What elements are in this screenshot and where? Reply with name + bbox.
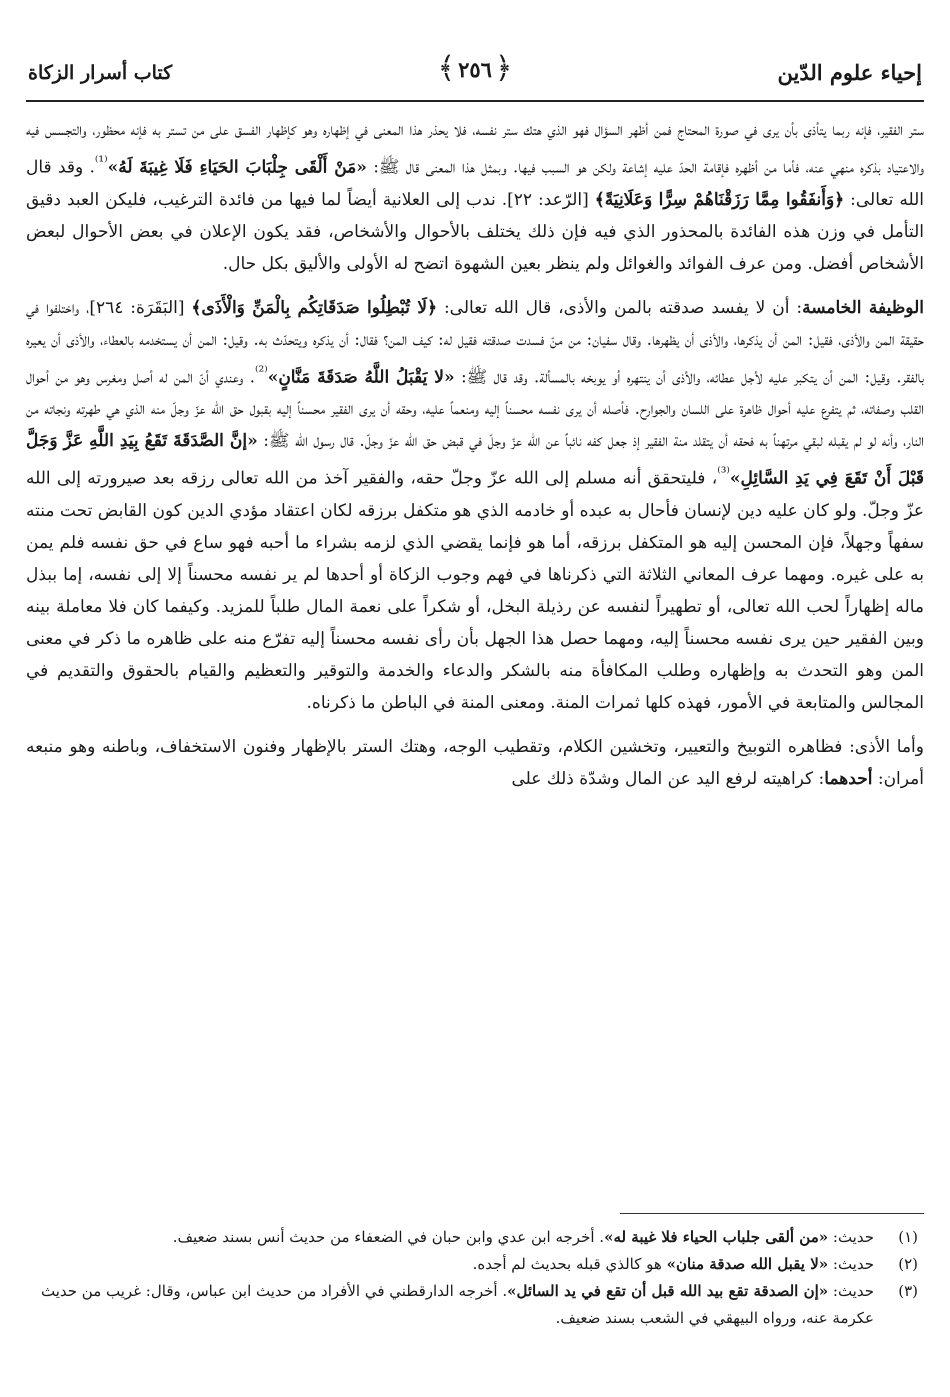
quran-quote: ﴿وَأَنفَقُوا مِمَّا رَزَقْنَاهُمْ سِرًّا وَعَلَانِيَةً﴾	[594, 189, 845, 210]
footnote-text	[26, 1278, 874, 1332]
page-header	[26, 51, 924, 102]
ornament-brace-left: ﴾	[437, 51, 456, 86]
footnote-quote: «من ألقى جلباب الحياء فلا غيبة له»	[604, 1228, 829, 1246]
hadith-quote: «لا يَقْبَلُ اللَّهُ صَدَقَةَ مَنَّانٍ»	[267, 367, 455, 388]
footnote-quote: «إن الصدقة تقع بيد الله قبل أن تقع في يد السائل»	[507, 1282, 829, 1300]
text-span: ستر الفقير، فإنه ربما يتأذى بأن يرى في صورة المحتاج فمن أظهر السؤال فهو الذي هتك ستر نفسه، فلا يحذر هذا المعنى في إظهاره وهو كإظهار الفسق على من تستر به فإنه محظور، والتجسس فيه والاعتياد بذكره منهي عنه، فأما من أظهره فإقامة الحدّ عليه إشاعة ولكن هو السبب فيها. وبمثل هذا المعنى قال ﷺ:	[26, 120, 925, 178]
footnote-text	[26, 1224, 874, 1251]
section-lead: أحدهما	[824, 768, 873, 789]
footnote-ref: ⁽²⁾	[255, 363, 268, 380]
hadith-quote: «إنَّ الصَّدَقَةَ تَقَعُ بِيَدِ اللَّهِ عَزَّ وَجَلَّ قَبْلَ أَنْ تَقَعَ فِي يَدِ السَّائِلِ»	[26, 431, 924, 489]
footnote-label: حديث:	[828, 1255, 874, 1273]
text-span: . وعندي أنّ المن له أصل ومغرس وهو من أحوال القلب وصفاته، ثم يتفرع عليه أحوال ظاهرة على اللسان والجوارح. فأصله أن يرى نفسه محسناً إليه ومنعماً عليه، وحقه أن يرى الفقير محسناً إليه بقبول حق الله عزّ وجلّ منه الذي هي طهرته ونجاته من النار، وأنه لو لم يقبله لبقي مرتهناً به فحقه أن يتقلد منة الفقير إذ جعل كفه نائباً عن الله عزّ وجلّ في قبض حق الله عزّ وجلّ. قال رسول الله ﷺ:	[26, 367, 924, 452]
footnote-label: حديث:	[828, 1282, 874, 1300]
text-span: . وقد قال الله تعالى:	[26, 157, 924, 210]
footnote-number: (٢)	[898, 1255, 918, 1273]
main-text	[26, 114, 924, 807]
text-span: : كراهيته لرفع اليد عن المال وشدّة ذلك على	[511, 768, 825, 789]
paragraph-1	[26, 114, 924, 280]
text-span: ، فليتحقق أنه مسلم إلى الله عزّ وجلّ حقه، والفقير آخذ من الله تعالى رزقه بعد صيرورته إلى الله عزّ وجلّ. ولو كان عليه دين لإنسان فأحال به عبده أو خادمه الذي هو متكفل برزقه لكان اعتقاد مؤدي الدين كون القابض تحت منته سفهاً وجهلاً، فإن المحسن إليه هو المتكفل برزقه، أما هو فإنما يقضي الذي لزمه بشراء ما أحبه فهو ساع في حق نفسه فلم يمن به على غيره. ومهما عرف المعاني الثلاثة التي ذكرناها في فهم وجوب الزكاة أو أحدها لم ير نفسه محسناً إلا إلى نفسه، إما ببذل ماله إظهاراً لحب الله تعالى، أو تطهيراً لنفسه عن رذيلة البخل، أو شكراً على نعمة المال طلباً للمزيد. وكيفما كان فلا معاملة بينه وبين الفقير حين يرى نفسه محسناً إليه، ومهما حصل هذا الجهل بأن رأى نفسه محسناً إليه تفرّع منه على ظاهره ما ذكر في معنى المن وهو التحدث به وإظهاره وطلب المكافأة منه بالشكر والدعاء والخدمة والتوقير والتعظيم والقيام بالحقوق والتقديم في المجالس والمتابعة في الأمور، فهذه كلها ثمرات المنة. ومعنى المنة في الباطن ما ذكرناه.	[26, 468, 924, 713]
paragraph-3	[26, 731, 924, 795]
footnote-text	[26, 1251, 874, 1278]
footnote-rest: هو كالذي قبله بحديث لم أجده.	[472, 1255, 667, 1273]
footnote-ref: ⁽¹⁾	[94, 154, 108, 170]
text-span: وأما الأذى: فظاهره التوبيخ والتعيير، وتخشين الكلام، وتقطيب الوجه، وهتك الستر بالإظهار وفنون الاستخفاف، وباطنه وهو منبعه أمران:	[26, 736, 924, 789]
footnotes	[26, 1224, 924, 1332]
footnote-divider	[620, 1213, 924, 1214]
text-span: [الرّعد: ٢٢]. ندب إلى العلانية أيضاً لما فيها من فائدة الترغيب، فليكن العبد دقيق التأمل في وزن هذه الفائدة بالمحذور الذي فيه فإن ذلك يختلف بالأحوال والأشخاص، فقد يكون الإعلان في بعض الأحوال لبعض الأشخاص أفضل. ومن عرف الفوائد والغوائل ولم ينظر بعين الشهوة اتضح له الأولى والأليق بكل حال.	[26, 189, 924, 274]
page-number: ٢٥٦	[458, 56, 492, 82]
footnote-2	[26, 1251, 924, 1278]
ornament-brace-right: ﴿	[494, 51, 513, 86]
hadith-quote: «مَنْ أَلْقَى جِلْبَابَ الحَيَاءِ فَلَا غِيبَةَ لَهُ»	[107, 157, 367, 178]
book-title: إحياء علوم الدّين	[777, 60, 922, 85]
footnote-number: (١)	[898, 1228, 918, 1246]
footnote-ref: ⁽³⁾	[717, 465, 730, 482]
section-lead: الوظيفة الخامسة	[802, 297, 924, 318]
text-span: [البَقَرَة: ٢٦٤]، واختلفوا في حقيقة المن والأذى، فقيل: المن أن يذكرها، والأذى أن يظهرها. وقال سفيان: من منّ فسدت صدقته فقيل له: كيف المن؟ فقال: أن يذكره ويتحدّث به. وقيل: المن أن يستخدمه بالعطاء، والأذى أن يعيره بالفقر. وقيل: المن أن يتكبر عليه لأجل عطائه، والأذى أن ينتهره أو يوبخه بالمسألة. وقد قال ﷺ:	[26, 297, 924, 388]
footnote-number: (٣)	[898, 1282, 918, 1300]
page-number-ornament	[435, 51, 516, 86]
footnote-quote: «لا يقبل الله صدقة منان»	[666, 1255, 829, 1273]
quran-quote: ﴿لَا تُبْطِلُوا صَدَقَاتِكُم بِالْمَنِّ وَالْأَذَى﴾	[191, 297, 438, 318]
footnote-rest: . أخرجه ابن عدي وابن حبان في الضعفاء من حديث أنس بسند ضعيف.	[172, 1228, 605, 1246]
chapter-title: كتاب أسرار الزكاة	[28, 62, 173, 84]
footnote-3	[26, 1278, 924, 1332]
footnote-1	[26, 1224, 924, 1251]
text-span: : أن لا يفسد صدقته بالمن والأذى، قال الله تعالى:	[437, 297, 803, 318]
paragraph-2	[26, 292, 924, 719]
footnote-label: حديث:	[828, 1228, 874, 1246]
footnote-rest: . أخرجه الدارقطني في الأفراد من حديث ابن عباس، وقال: غريب من حديث عكرمة عنه، ورواه البيهقي في الشعب بسند ضعيف.	[40, 1282, 874, 1327]
